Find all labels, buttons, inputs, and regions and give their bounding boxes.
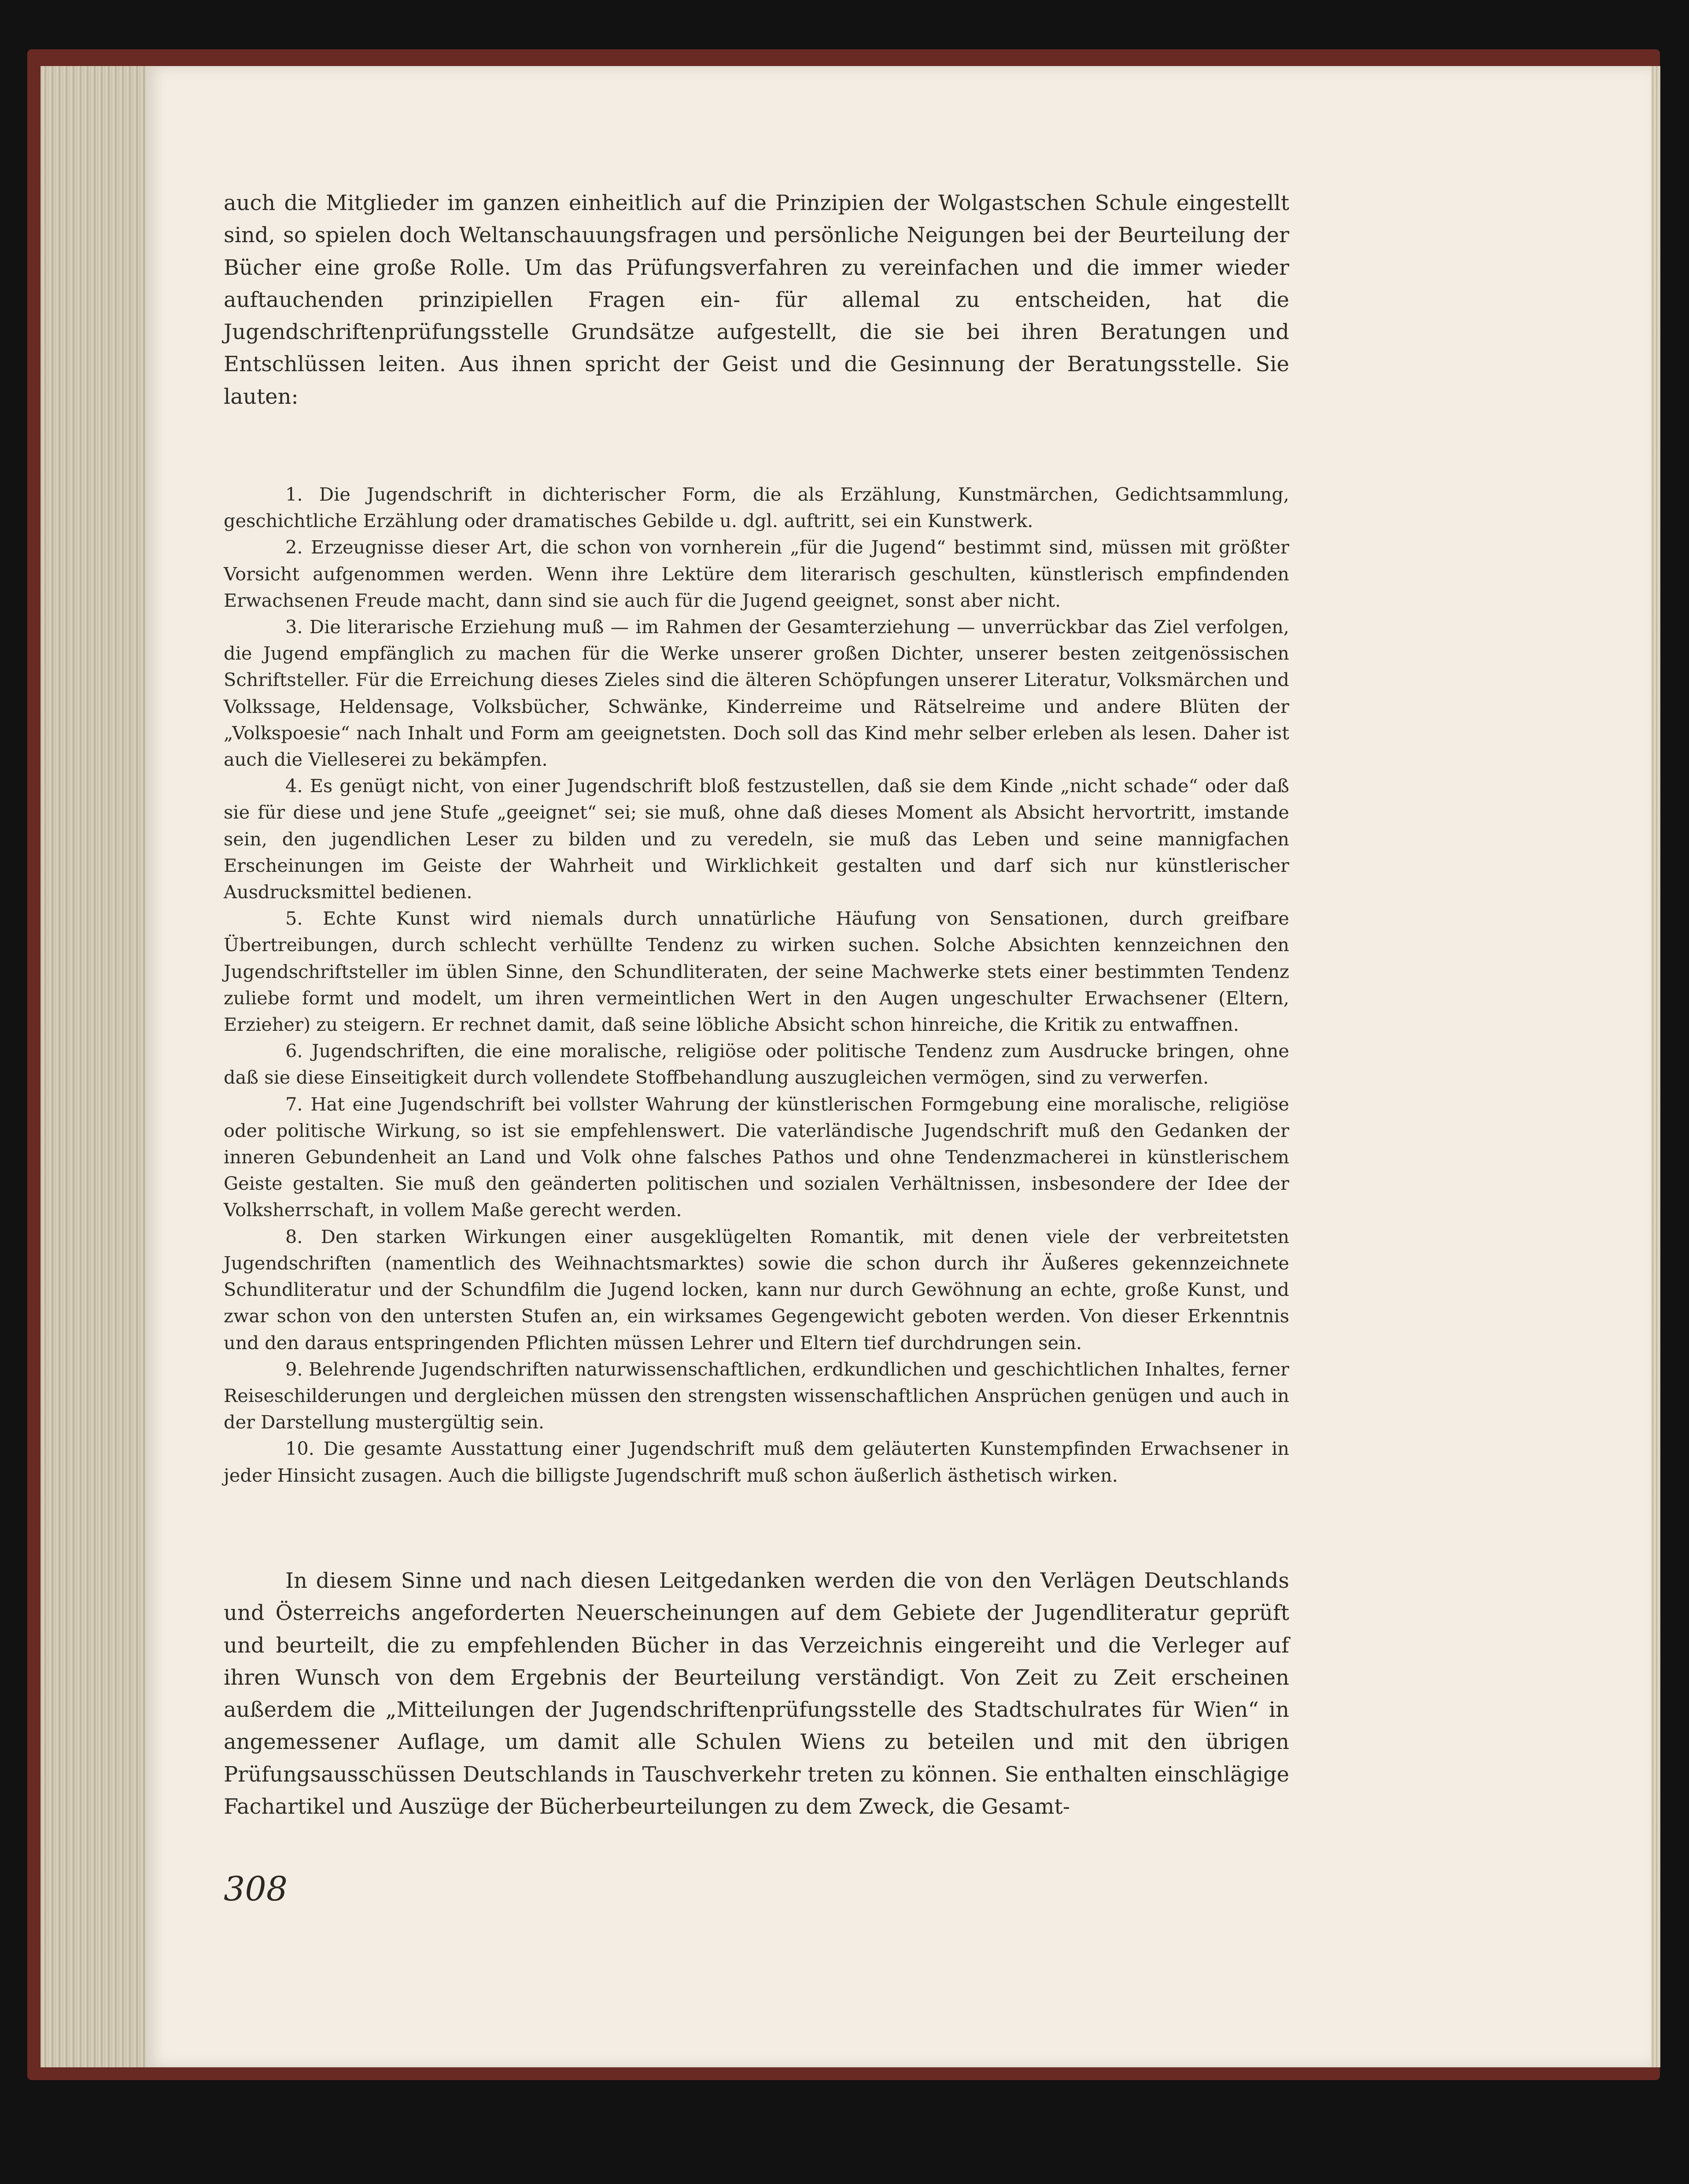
- list-item: 3. Die literarische Erziehung muß — im Rahmen der Gesamterziehung — unverrückbar das Ziel verfolgen, die Jugend empfänglich zu machen für die Werke unserer großen Dichter, unserer besten zeitgenössischen Schriftsteller. Für die Erreichung dieses Zieles sind die älteren Schöpfungen unserer Literatur, Volksmärchen und Volkssage, Heldensage, Volksbücher, Schwänke, Kinderreime und Rätselreime und andere Blüten der „Volkspoesie“ nach Inhalt und Form am geeignetsten. Doch soll das Kind mehr selber erleben als lesen. Daher ist auch die Vielleserei zu bekämpfen.: [224, 616, 1289, 771]
- list-item: 5. Echte Kunst wird niemals durch unnatürliche Häufung von Sensationen, durch greifbare Übertreibungen, durch schlecht verhüllte Tendenz zu wirken suchen. Solche Absichten kennzeichnen den Jugendschriftsteller im üblen Sinne, den Schundliteraten, der seine Machwerke stets einer bestimmten Tendenz zuliebe formt und modelt, um ihren vermeintlichen Wert in den Augen ungeschulter Erwachsener (Eltern, Erzieher) zu steigern. Er rechnet damit, daß seine löbliche Absicht schon hinreiche, die Kritik zu entwaffnen.: [224, 908, 1289, 1036]
- list-item: 9. Belehrende Jugendschriften naturwissenschaftlichen, erdkundlichen und geschichtlichen Inhaltes, ferner Reiseschilderungen und dergleichen müssen den strengsten wissenschaftlichen Ansprüchen genügen und auch in der Darstellung mustergültig sein.: [224, 1358, 1289, 1433]
- list-item: 1. Die Jugendschrift in dichterischer Form, die als Erzählung, Kunstmärchen, Gedichtsammlung, geschichtliche Erzählung oder dramatisches Gebilde u. dgl. auftritt, sei ein Kunstwerk.: [224, 483, 1289, 532]
- list-item: 8. Den starken Wirkungen einer ausgeklügelten Romantik, mit denen viele der verbreitetsten Jugendschriften (namentlich des Weihnachtsmarktes) sowie die schon durch ihr Äußeres gekennzeichnete Schundliteratur und der Schundfilm die Jugend locken, kann nur durch Gewöhnung an echte, große Kunst, und zwar schon von den untersten Stufen an, ein wirksames Gegengewicht geboten werden. Von dieser Erkenntnis und den daraus entspringenden Pflichten müssen Lehrer und Eltern tief durchdrungen sein.: [224, 1225, 1289, 1354]
- intro-paragraph: auch die Mitglieder im ganzen einheitlich auf die Prinzipien der Wolgastschen Schule eingestellt sind, so spielen doch Weltanschauungsfragen und persönliche Neigungen bei der Beurteilung der Bücher eine große Rolle. Um das Prüfungsverfahren zu vereinfachen und die immer wieder auftauchenden prinzipiellen Fragen ein- für allemal zu entscheiden, hat die Jugendschriftenprüfungsstelle Grundsätze aufgestellt, die sie bei ihren Beratungen und Entschlüssen leiten. Aus ihnen spricht der Geist und die Gesinnung der Beratungsstelle. Sie lauten:: [224, 191, 1289, 409]
- list-item: 7. Hat eine Jugendschrift bei vollster Wahrung der künstlerischen Formgebung eine moralische, religiöse oder politische Wirkung, so ist sie empfehlenswert. Die vaterländische Jugendschrift muß den Gedanken der inneren Gebundenheit an Land und Volk ohne falsches Pathos und ohne Tendenzmacherei in künstlerischem Geiste gestalten. Sie muß den geänderten politischen und sozialen Verhältnissen, insbesondere der Idee der Volksherrschaft, in vollem Maße gerecht werden.: [224, 1093, 1289, 1221]
- closing-paragraph: In diesem Sinne und nach diesen Leitgedanken werden die von den Verlägen Deutschlands und Österreichs angeforderten Neuerscheinungen auf dem Gebiete der Jugendliteratur geprüft und beurteilt, die zu empfehlenden Bücher in das Verzeichnis eingereiht und die Verleger auf ihren Wunsch von dem Ergebnis der Beurteilung verständigt. Von Zeit zu Zeit erscheinen außerdem die „Mitteilungen der Jugendschriftenprüfungsstelle des Stadtschulrates für Wien“ in angemessener Auflage, um damit alle Schulen Wiens zu beteilen und mit den übrigen Prüfungsausschüssen Deutschlands in Tauschverkehr treten zu können. Sie enthalten einschlägige Fachartikel und Auszüge der Bücherbeurteilungen zu dem Zweck, die Gesamt-: [224, 1568, 1289, 1819]
- page-edges-left: [41, 66, 151, 2067]
- list-item: 4. Es genügt nicht, von einer Jugendschrift bloß festzustellen, daß sie dem Kinde „nicht schade“ oder daß sie für diese und jene Stufe „geeignet“ sei; sie muß, ohne daß dieses Moment als Absicht hervortritt, imstande sein, den jugendlichen Leser zu bilden und zu veredeln, sie muß das Leben und seine mannigfachen Erscheinungen im Geiste der Wahrheit und Wirklichkeit gestalten und darf sich nur künstlerischer Ausdrucksmittel bedienen.: [224, 775, 1289, 903]
- page-number: 308: [224, 1869, 288, 1908]
- list-item: 6. Jugendschriften, die eine moralische, religiöse oder politische Tendenz zum Ausdrucke bringen, ohne daß sie diese Einseitigkeit durch vollendete Stoffbehandlung auszugleichen vermögen, sind zu verwerfen.: [224, 1040, 1289, 1088]
- list-item: 10. Die gesamte Ausstattung einer Jugendschrift muß dem geläuterten Kunstempfinden Erwachsener in jeder Hinsicht zusagen. Auch die billigste Jugendschrift muß schon äußerlich ästhetisch wirken.: [224, 1438, 1289, 1486]
- principles-list: [224, 481, 1289, 1489]
- list-item: 2. Erzeugnisse dieser Art, die schon von vornherein „für die Jugend“ bestimmt sind, müssen mit größter Vorsicht aufgenommen werden. Wenn ihre Lektüre dem literarisch geschulten, künstlerisch empfindenden Erwachsenen Freude macht, dann sind sie auch für die Jugend geeignet, sonst aber nicht.: [224, 536, 1289, 611]
